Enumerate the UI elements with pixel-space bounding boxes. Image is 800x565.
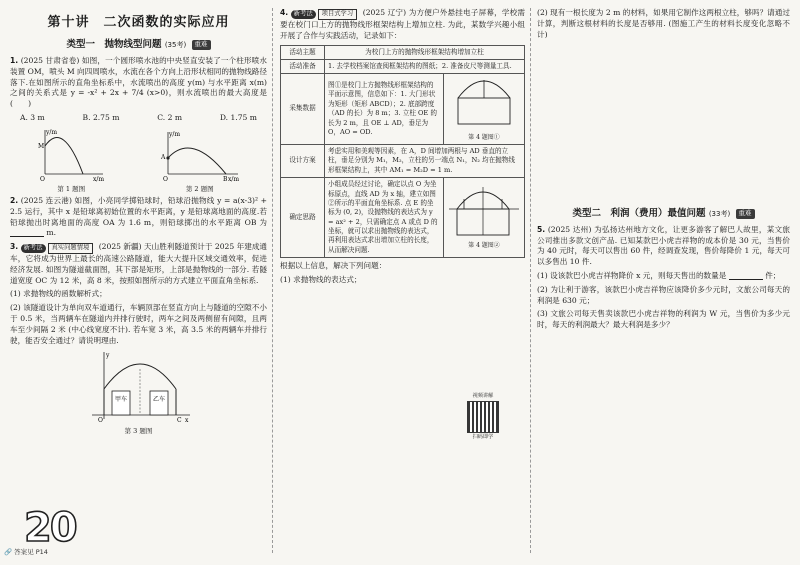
question-5-sub1-text: (1) 设该款巴小虎吉祥物降价 x 元，则每天售出的数量是 <box>537 270 727 280</box>
question-4-text: (2025 辽宁) 为方便户外悬挂电子屏幕，学校需要在校门口上方的抛物线形框架结构上增加立柱. 为此，某数学兴趣小组开展了合作与实践活动，记录如下： <box>280 8 525 40</box>
figure-3-xlabel: x <box>184 417 188 424</box>
question-2-number: 2. <box>10 196 19 206</box>
question-5-answer-blank[interactable] <box>729 272 763 280</box>
figure-4-2 <box>447 185 521 239</box>
row-label: 活动主题 <box>281 45 325 59</box>
question-5-text: (2025 达州) 为弘扬达州地方文化，让更多游客了解巴人故里，某文旅公司推出多款文创产品. 已知某款巴小虎吉祥物的成本价是 30 元，当售价为 40 元时，每天可以售出 60 件，经调查发现，售价每降价 1 元，每天可以多售出 10 件. <box>537 224 790 267</box>
question-2 <box>10 196 267 239</box>
question-2-answer-blank[interactable] <box>10 229 44 237</box>
type1-title: 类型一 抛物线型问题 <box>66 39 162 51</box>
column-middle <box>280 8 525 289</box>
column-divider-2 <box>530 8 531 553</box>
figure-2-ylabel: y/m <box>168 130 180 138</box>
question-5-sub1-tail: 件； <box>765 270 781 280</box>
figure-2-xlabel: x/m <box>227 175 239 182</box>
row-content: 为校门上方的抛物线形框架结构增加立柱 <box>325 45 525 59</box>
figure-2-caption: 第 2 题图 <box>185 184 214 193</box>
activity-table <box>280 45 525 259</box>
figure-3-car-jia: 甲车 <box>114 396 127 404</box>
row-label: 设计方案 <box>281 145 325 178</box>
type1-score: (35考) <box>164 41 187 50</box>
figure-2-point-b: B <box>222 175 228 182</box>
question-4-tag2: 项目式学习 <box>318 9 357 20</box>
figure-1-origin: O <box>40 175 46 182</box>
figure-1-graph <box>35 126 107 182</box>
qr-top-label: 视频讲解 <box>472 393 494 399</box>
question-3 <box>10 242 267 286</box>
type2-heading <box>537 207 790 220</box>
answer-space <box>537 43 790 203</box>
qr-bottom-label: 扫码即学 <box>472 434 494 441</box>
figure-2 <box>158 126 242 194</box>
figure-1-xlabel: x/m <box>93 175 105 182</box>
table-row <box>281 59 525 73</box>
table-row <box>281 45 525 59</box>
figures-1-2 <box>10 126 267 194</box>
figure-1 <box>35 126 107 194</box>
column-right <box>537 8 790 334</box>
question-1-options <box>20 113 257 124</box>
question-1-text: (2025 甘肃省卷) 如图，一个圆形喷水池的中央竖直安装了一个柱形喷水装置 OM，喷头 M 向四周喷水，水流在各个方向上沿形状相同的抛物线路径落下.在如图所示的直角坐标系中，水流喷出的高度 y(m) 与水平距离 x(m) 之间的关系式是 y = -x² + 2x + 7/4 (x>0)，则水流喷出的最大高度是 ( ) <box>10 55 283 109</box>
question-5-sub3: (3) 文旅公司每天售卖该款巴小虎吉祥物的利润为 W 元，当售价为多少元时，每天的利润最大？最大利润是多少？ <box>537 309 790 330</box>
type2-title: 类型二 利润（费用）最值问题 <box>572 208 706 220</box>
qr-code-icon[interactable] <box>467 401 499 433</box>
figure-4-2-cell <box>444 178 525 258</box>
figure-3-ylabel: y <box>105 352 109 360</box>
question-2-tail: m. <box>46 228 57 238</box>
question-3-tag2: 真实问题情境 <box>48 243 94 254</box>
row-label: 采集数据 <box>281 74 325 145</box>
question-2-text: (2025 连云港) 如图，小亮同学掷铅球时，铅球沿抛物线 y = a(x-3)² + 2.5 运行，其中 x 是铅球离初始位置的水平距离，y 是铅球离地面的高度.若铅球抛出时离地面的高度 OA 为 1.6 m，则铅球掷出的水平距离 OB 为 <box>10 196 267 227</box>
question-1-number: 1. <box>10 55 19 65</box>
row-content: 小组成员经过讨论，确定以点 O 为坐标原点，直线 AD 为 x 轴，建立如图②所示的平面直角坐标系. 点 E 的坐标为 (0, 2)，设抛物线的表达式为 y = ax² + 2，只需确定点 A 或点 D 的坐标，就可以求出抛物线的表达式，再利用表达式求出增加立柱的长度，从而解决问题. <box>325 178 444 258</box>
figure-3-origin: O <box>97 417 103 424</box>
option-a: A. 3 m <box>20 112 45 122</box>
question-5 <box>537 225 790 268</box>
figure-3-car-yi: 乙车 <box>152 396 165 404</box>
row-content: 1. 去学校档案馆查阅框架结构的图纸；2. 准备皮尺等测量工具. <box>325 59 525 73</box>
row-content: 图①是校门上方抛物线形框架结构的平面示意图，信息如下：1. 大门形状为矩形（矩形 ABCD）；2. 底部跨度（AD 的长）为 8 m；3. 立柱 OE 的长为 2 m，且 OE ⊥ AD，垂足为 O，AO = OD. <box>325 74 444 145</box>
row-label: 确定思路 <box>281 178 325 258</box>
figure-3-graph <box>84 349 194 423</box>
option-d: D. 1.75 m <box>219 112 257 122</box>
link-icon: 🔗 <box>4 548 13 556</box>
column-divider-1 <box>272 8 273 553</box>
question-4-sub1: (1) 求抛物线的表达式； <box>280 274 362 284</box>
figure-2-graph <box>158 126 242 182</box>
table-row <box>281 74 525 145</box>
type2-badge: 重难 <box>736 209 755 218</box>
question-4-tag: 新考法 <box>291 10 316 19</box>
figure-3-caption: 第 3 题图 <box>124 426 153 435</box>
answer-reference-text: 答案见 P14 <box>14 548 48 556</box>
figure-1-caption: 第 1 题图 <box>57 184 86 193</box>
lecture-title: 第十讲 二次函数的实际应用 <box>47 15 230 30</box>
figure-2-point-a: A <box>160 153 166 161</box>
page-number: 20 <box>24 505 76 551</box>
question-3-sub1: (1) 求抛物线的函数解析式； <box>10 289 107 299</box>
answer-reference <box>4 548 48 557</box>
figure-1-ylabel: y/m <box>46 128 58 136</box>
question-3-text: (2025 新疆) 天山胜利隧道预计于 2025 年建成通车，它将成为世界上最长的高速公路隧道，能大大提升区域交通效率，促进经济发展. 如图为隧道截面图，其下部是矩形，上部是抛物线的一部分. 若隧道宽度 OC 为 12 米，高 8 米，按照如图所示的方式建立平面直角坐标系. <box>10 242 268 285</box>
question-5-sub1 <box>537 271 790 282</box>
question-4-sub2: (2) 现有一根长度为 2 m 的材料，如果用它制作这两根立柱，够吗？请通过计算，判断这根材料的长度是否够用. (图施工产生的材料长度变化忽略不计) <box>537 8 790 39</box>
question-4 <box>280 8 525 42</box>
question-3-tag: 新考法 <box>21 244 46 253</box>
table-row <box>281 145 525 178</box>
qr-code-block[interactable] <box>463 393 503 442</box>
question-1 <box>10 55 283 110</box>
question-3-sub2: (2) 该隧道设计为单向双车道通行，车辆顶部在竖直方向上与隧道的空隙不小于 0.5 米，当两辆车在隧道内并排行驶时，两车之间及两侧留有间隙，且两车至少间隔 2 米 (中心线宽度不计). 若车宽 3 米，高 3.5 米的两辆车并排行驶，能否安全通过？请说明理由. <box>10 303 267 345</box>
row-label: 活动准备 <box>281 59 325 73</box>
type2-score: (33考) <box>708 210 731 219</box>
type1-heading <box>10 38 267 51</box>
figure-2-origin: O <box>162 175 168 182</box>
question-3-number: 3. <box>10 242 19 252</box>
figure-4-1 <box>448 76 520 130</box>
row-content: 考虑实用和美观等因素，在 A，D 间增加两根与 AD 垂直的立柱，垂足分别为 M₁，M₂，立柱的另一端点 N₁，N₂ 均在抛物线形框架结构上，其中 AM₁ = M₂D = 1 m. <box>325 145 525 178</box>
figure-4-1-caption: 第 4 题图① <box>468 133 500 141</box>
question-5-number: 5. <box>537 224 546 234</box>
question-4-after: 根据以上信息，解决下列问题： <box>280 261 387 271</box>
figure-4-2-caption: 第 4 题图② <box>468 242 500 250</box>
table-row <box>281 178 525 258</box>
question-4-number: 4. <box>280 8 289 17</box>
figure-3 <box>10 349 267 435</box>
figure-1-point-m: M <box>38 142 45 150</box>
type1-badge: 重难 <box>192 40 211 49</box>
question-5-sub2: (2) 为让利于游客，该款巴小虎吉祥物应该降价多少元时，文旅公司每天的利润是 630 元； <box>537 284 790 305</box>
column-left <box>10 8 283 436</box>
figure-4-1-cell <box>444 74 525 145</box>
option-b: B. 2.75 m <box>82 112 120 122</box>
figure-3-point-c: C <box>176 417 182 424</box>
option-c: C. 2 m <box>157 112 183 122</box>
